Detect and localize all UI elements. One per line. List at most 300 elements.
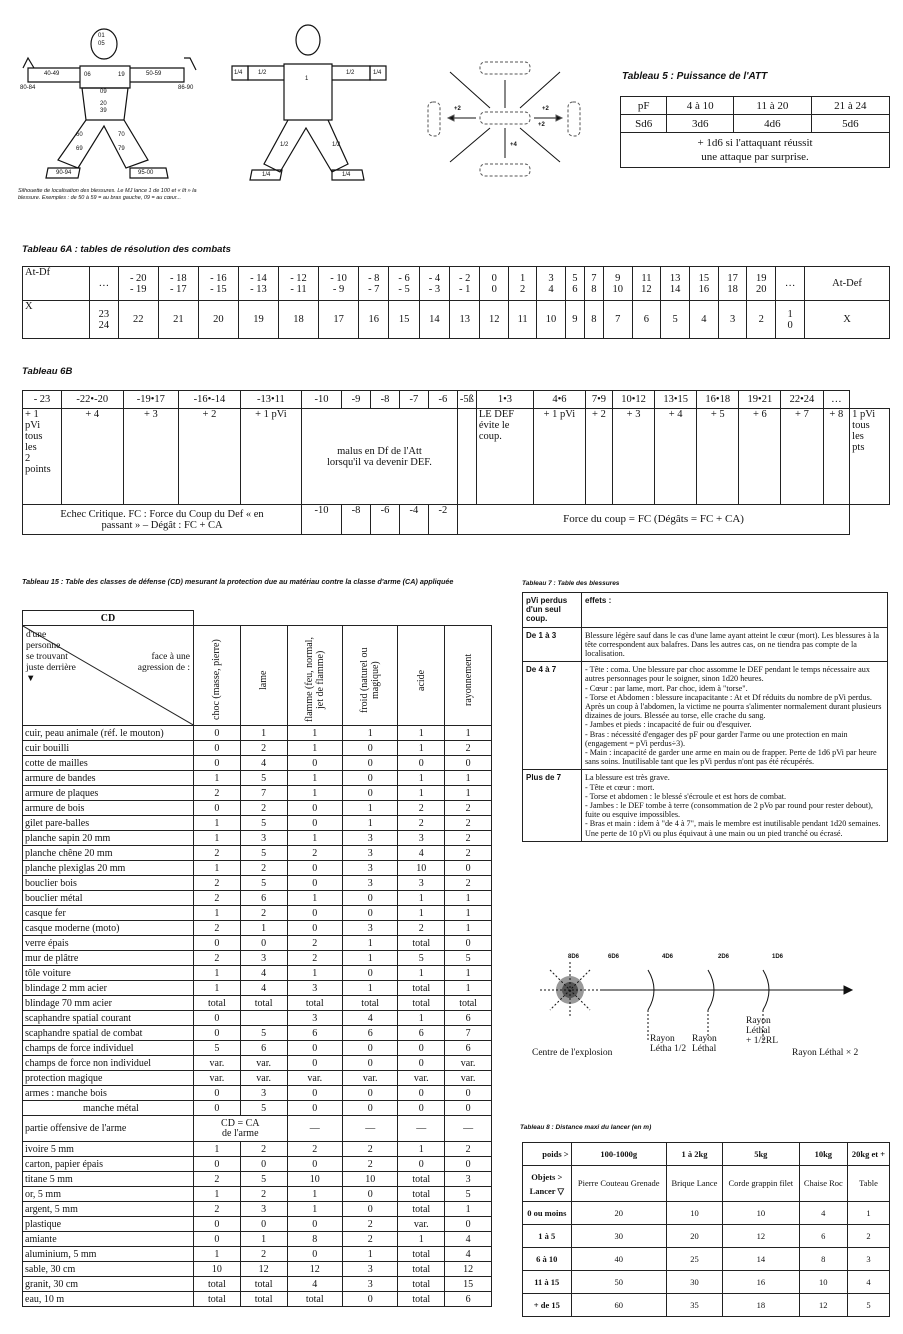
t15-value-cell: 3 (445, 1172, 492, 1187)
t15-value-cell: 0 (342, 1202, 397, 1217)
t15-value-cell: total (398, 981, 445, 996)
tableau7-table (522, 592, 888, 842)
t15-value-cell: 10 (194, 1262, 241, 1277)
table-row (23, 906, 492, 921)
t15-material-label: or, 5 mm (23, 1187, 194, 1202)
t15-value-cell: 1 (194, 1142, 241, 1157)
t15-corner-cell (23, 626, 194, 726)
t15-col-header: acide (415, 669, 427, 691)
t6a-value-cell: 23 24 (90, 301, 119, 339)
t15-value-cell: 2 (342, 1142, 397, 1157)
t6b-header-cell: 22•24 (781, 391, 823, 409)
t6b-header-cell: 4•6 (534, 391, 586, 409)
t8-distance-cell: 35 (666, 1294, 722, 1317)
t6b-bottom-cell: -4 (399, 505, 428, 535)
t15-material-label: armure de bois (23, 801, 194, 816)
t7-range-label: Plus de 7 (523, 770, 582, 841)
t15-value-cell: 2 (287, 951, 342, 966)
t7-range-label: De 4 à 7 (523, 662, 582, 770)
t6b-header-cell: 10•12 (613, 391, 655, 409)
t15-value-cell: 1 (342, 936, 397, 951)
t15-value-cell: 2 (445, 876, 492, 891)
t15-value-cell: 4 (398, 846, 445, 861)
tableau7-title: Tableau 7 : Table des blessures (522, 580, 620, 587)
table-row (23, 756, 492, 771)
table-row (23, 1056, 492, 1071)
tableau8-table (522, 1142, 890, 1317)
table-row (23, 816, 492, 831)
t7-effect-text: Blessure légère sauf dans le cas d'une lame ayant atteint le cœur (mort). Les blessures à la tête correspondent aux balafres. Dans les autres cas, on ne tiendra pas compte de la localisation. (582, 627, 888, 662)
t15-value-cell: var. (445, 1056, 492, 1071)
t15-value-cell: 2 (240, 1142, 287, 1157)
dice-label: 1D6 (772, 954, 784, 960)
t15-value-cell: total (398, 1187, 445, 1202)
t8-distance-cell: 20 (666, 1225, 722, 1248)
t6a-range-cell: 0 0 (480, 267, 509, 301)
t15-value-cell: total (287, 996, 342, 1011)
t8-distance-cell: 10 (666, 1202, 722, 1225)
t15-value-cell: var. (398, 1071, 445, 1086)
t15-value-cell: 10 (398, 861, 445, 876)
t15-value-cell: 0 (287, 1157, 342, 1172)
table-row (23, 1157, 492, 1172)
attack-direction-diagram (420, 52, 590, 182)
t15-value-cell: 0 (287, 801, 342, 816)
t15-value-cell: 7 (445, 1026, 492, 1041)
table-row (523, 1248, 890, 1271)
damage-fraction-silhouette (228, 24, 388, 184)
t15-value-cell: 0 (342, 1056, 397, 1071)
t15-value-cell: 0 (194, 801, 241, 816)
t15-value-cell: 1 (287, 891, 342, 906)
t8-distance-cell: 8 (799, 1248, 847, 1271)
t15-value-cell: 1 (240, 921, 287, 936)
t15-value-cell: 0 (194, 1086, 241, 1101)
t6a-value-cell: 20 (198, 301, 238, 339)
t6a-range-cell: … (90, 267, 119, 301)
table-row (523, 662, 888, 770)
t15-value-cell: 8 (287, 1232, 342, 1247)
t15-material-label: gilet pare-balles (23, 816, 194, 831)
t15-value-cell: 1 (398, 891, 445, 906)
t15-value-cell: 2 (194, 891, 241, 906)
t15-value-cell: 0 (194, 1101, 241, 1116)
tableau8-title: Tableau 8 : Distance maxi du lancer (en m) (520, 1124, 652, 1131)
t15-material-label: protection magique (23, 1071, 194, 1086)
t15-value-cell: 12 (445, 1262, 492, 1277)
t15-value-cell: 2 (194, 1172, 241, 1187)
table-row (23, 786, 492, 801)
t6b-header-cell: -8 (370, 391, 399, 409)
zone-hand-right: 80-84 (20, 85, 36, 91)
t6a-value-cell: 6 (632, 301, 661, 339)
table-row (23, 921, 492, 936)
table-row (523, 1202, 890, 1225)
down-triangle-icon: ▼ (26, 674, 36, 684)
t6a-range-cell: - 4 - 3 (419, 267, 449, 301)
t15-material-label: blindage 70 mm acier (23, 996, 194, 1011)
explosion-burst-icon (540, 962, 600, 1018)
t15-value-cell: 5 (240, 1101, 287, 1116)
table-row (23, 891, 492, 906)
t15-value-cell: 0 (342, 756, 397, 771)
explosion-diagram (520, 948, 890, 1063)
table-row (23, 1086, 492, 1101)
fraction-leg-right: 1/2 (280, 142, 289, 148)
t15-value-cell: 2 (194, 846, 241, 861)
t15-value-cell: 1 (194, 861, 241, 876)
t6a-value-cell: 5 (661, 301, 690, 339)
t6b-header-cell: … (823, 391, 850, 409)
t6a-range-cell: 17 18 (718, 267, 747, 301)
t15-material-label: titane 5 mm (23, 1172, 194, 1187)
t15-value-cell: 1 (445, 981, 492, 996)
t15-value-cell: 4 (240, 981, 287, 996)
t15-material-label: cuir bouilli (23, 741, 194, 756)
table-row (523, 627, 888, 662)
t15-value-cell: 5 (445, 951, 492, 966)
arrow-label-right: +2 (542, 106, 549, 112)
dice-label: 8D6 (568, 954, 580, 960)
t15-value-cell: 2 (194, 921, 241, 936)
t6b-malus-line1: malus en Df de l'Att (337, 445, 422, 457)
t5-note-line2: une attaque par surprise. (701, 151, 809, 163)
t15-value-cell: 1 (398, 1142, 445, 1157)
t15-value-cell: 2 (240, 1187, 287, 1202)
t8-distance-cell: 10 (723, 1202, 800, 1225)
zone-leg-right-top: 60 (76, 132, 83, 138)
t6b-header-cell: -13•11 (240, 391, 301, 409)
tableau6a-table (22, 266, 890, 339)
t15-value-cell: total (398, 936, 445, 951)
t15-value-cell: 2 (342, 1157, 397, 1172)
table-row (23, 801, 492, 816)
t6a-range-cell: 11 12 (632, 267, 661, 301)
t8-body (523, 1202, 890, 1317)
t15-value-cell: 0 (194, 726, 241, 741)
t15-value-cell: 5 (240, 846, 287, 861)
tableau6a-title: Tableau 6A : tables de résolution des combats (22, 244, 231, 255)
t8-distance-cell: 20 (571, 1202, 666, 1225)
t6b-header-cell: -5ß (457, 391, 476, 409)
t6a-range-cell: - 16 - 15 (198, 267, 238, 301)
t8-distance-cell: 4 (847, 1271, 889, 1294)
t15-value-cell: 1 (240, 726, 287, 741)
t15-cd-header: CD (23, 611, 194, 626)
arrow-label-left: +2 (454, 106, 461, 112)
t15-value-cell: 0 (240, 1157, 287, 1172)
t15-value-cell: 1 (287, 771, 342, 786)
t15-value-cell: 0 (287, 1056, 342, 1071)
t15-corner-right: face à une agression de : (137, 652, 190, 673)
table-row (23, 951, 492, 966)
fraction-hand-left: 1/4 (373, 70, 382, 76)
t15-value-cell: 10 (342, 1172, 397, 1187)
t6b-bottom-cell: -2 (428, 505, 457, 535)
t15-value-cell: 2 (445, 846, 492, 861)
t15-value-cell: total (398, 996, 445, 1011)
t15-value-cell: 0 (342, 1041, 397, 1056)
t8-distance-cell: 30 (666, 1271, 722, 1294)
t15-value-cell: 1 (398, 786, 445, 801)
t15-material-label: champs de force individuel (23, 1041, 194, 1056)
t15-value-cell: 1 (398, 966, 445, 981)
t15-value-cell: 3 (342, 921, 397, 936)
t15-value-cell: total (398, 1247, 445, 1262)
t15-value-cell: 0 (194, 1026, 241, 1041)
t8-lancer-label: 1 à 5 (523, 1225, 572, 1248)
t8-object-cell: Table (847, 1166, 889, 1202)
t8-distance-cell: 30 (571, 1225, 666, 1248)
t8-distance-cell: 3 (847, 1248, 889, 1271)
t15-value-cell: 1 (194, 831, 241, 846)
t15-value-cell: 1 (398, 906, 445, 921)
t6a-value-cell: 21 (158, 301, 198, 339)
t6b-evite-cell: LE DEF évite le coup. (476, 409, 533, 505)
t15-value-cell: total (398, 1202, 445, 1217)
t8-distance-cell: 6 (799, 1225, 847, 1248)
t15-value-cell: 1 (287, 966, 342, 981)
silhouette-caption: Silhouette de localisation des blessures. Le MJ lance 1 de 100 et « lit » la blessure. Exemples : de 50 à 59 = au bras gauche, 09 = au cœur... (18, 188, 197, 201)
t15-value-cell: total (398, 1292, 445, 1307)
t15-value-cell: 0 (287, 876, 342, 891)
table-row (23, 1217, 492, 1232)
table-row (23, 966, 492, 981)
t6b-header-cell: 7•9 (585, 391, 612, 409)
table-row (23, 1172, 492, 1187)
t15-value-cell: 2 (194, 1202, 241, 1217)
t15-value-cell: 0 (398, 1101, 445, 1116)
t6a-value-cell: 14 (419, 301, 449, 339)
zone-leg-left-top: 70 (118, 132, 125, 138)
t15-material-label: aluminium, 5 mm (23, 1247, 194, 1262)
table-row (23, 1292, 492, 1307)
t6a-value-cell: 1 0 (776, 301, 805, 339)
t15-value-cell: 0 (342, 741, 397, 756)
t15-material-label: granit, 30 cm (23, 1277, 194, 1292)
t15-body-materials-2 (23, 1142, 492, 1307)
explosion-radius-lethal-plus: Rayon Léthal + 1/2RL (746, 1016, 779, 1046)
t15-value-cell: var. (398, 1217, 445, 1232)
t6a-row-label-right: X (805, 301, 890, 339)
t15-value-cell: 0 (398, 1041, 445, 1056)
t8-weight-cell: 20kg et + (847, 1143, 889, 1166)
fraction-foot-right: 1/4 (262, 172, 271, 178)
t15-value-cell: 1 (287, 786, 342, 801)
table-row (23, 1011, 492, 1026)
t15-material-label: planche sapin 20 mm (23, 831, 194, 846)
t15-value-cell: total (194, 1277, 241, 1292)
t8-weight-cell: 10kg (799, 1143, 847, 1166)
tableau5-title: Tableau 5 : Puissance de l'ATT (622, 71, 768, 82)
t15-value-cell: 1 (194, 966, 241, 981)
t15-value-cell: 0 (240, 1217, 287, 1232)
t15-value-cell: 0 (445, 861, 492, 876)
t15-value-cell: 1 (342, 816, 397, 831)
t6a-value-cell: 13 (450, 301, 480, 339)
t5-cell: 3d6 (667, 115, 734, 133)
t6b-value-cell: + 7 (781, 409, 823, 505)
t15-value-cell: 2 (342, 1217, 397, 1232)
table-row (523, 770, 888, 841)
t15-value-cell: 0 (194, 1157, 241, 1172)
tableau6b-title: Tableau 6B (22, 366, 73, 377)
t15-value-cell: 5 (240, 1026, 287, 1041)
t15-value-cell: 4 (445, 1232, 492, 1247)
t15-value-cell: total (287, 1292, 342, 1307)
table-row (23, 1142, 492, 1157)
zone-abdomen-top: 20 (100, 101, 107, 107)
t15-value-cell: 1 (287, 1187, 342, 1202)
t15-value-cell: 1 (194, 1247, 241, 1262)
t7-header-left: pVi perdus d'un seul coup. (523, 593, 582, 628)
t6b-force-cell: Force du coup = FC (Dégâts = FC + CA) (457, 505, 849, 535)
t6a-range-cell: - 12 - 11 (278, 267, 318, 301)
t7-effect-text: La blessure est très grave. - Tête et cœur : mort. - Torse et abdomen : le blessé s'écroule et est hors de combat. - Jambes : le DEF tombe à terre (consommation de 2 pVo par round pour rester debout), fuite ou esquive impossibles. - Bras et main : idem à "de 4 à 7", mais le membre est inutilisable pendant 1d20 semaines. Une perte de 10 pVi ou plus équivaut à une main ou un pied tranché ou écrasé. (582, 770, 888, 841)
t8-weight-cell: 5kg (723, 1143, 800, 1166)
t15-value-cell: 5 (194, 1041, 241, 1056)
t15-value-cell: 1 (398, 741, 445, 756)
t15-value-cell: total (445, 996, 492, 1011)
t15-value-cell: 1 (287, 741, 342, 756)
t6a-value-cell: 10 (537, 301, 566, 339)
t15-value-cell: 0 (342, 771, 397, 786)
t8-lancer-label: 0 ou moins (523, 1202, 572, 1225)
t6b-header-cell: - 23 (23, 391, 62, 409)
t15-value-cell: 1 (342, 801, 397, 816)
t15-value-cell: 0 (287, 1101, 342, 1116)
t15-value-cell: 1 (287, 1202, 342, 1217)
table-row (523, 1271, 890, 1294)
t15-value-cell: 1 (445, 1202, 492, 1217)
table-row (23, 936, 492, 951)
t6a-value-cell: 3 (718, 301, 747, 339)
t6b-header-cell: 16•18 (697, 391, 739, 409)
t15-value-cell: 1 (342, 726, 397, 741)
t5-header-cell: pF (621, 97, 667, 115)
t15-value-cell: 0 (398, 1086, 445, 1101)
t15-material-label: tôle voiture (23, 966, 194, 981)
t6a-range-cell: - 20 - 19 (118, 267, 158, 301)
t15-value-cell: 7 (240, 786, 287, 801)
t15-value-cell: 3 (342, 876, 397, 891)
table-row (23, 1247, 492, 1262)
t15-offensive-cd: CD = CA de l'arme (194, 1116, 288, 1142)
t15-value-cell: 2 (445, 1142, 492, 1157)
t15-material-label: manche métal (23, 1101, 194, 1116)
t8-object-cell: Corde grappin filet (723, 1166, 800, 1202)
t8-object-cell: Chaise Roc (799, 1166, 847, 1202)
t6a-range-cell: - 6 - 5 (389, 267, 419, 301)
t6a-range-cell: 13 14 (661, 267, 690, 301)
table-row (23, 1202, 492, 1217)
t8-weight-cell: 1 à 2kg (666, 1143, 722, 1166)
t15-offensive-dash: — (398, 1116, 445, 1142)
t15-value-cell: 4 (240, 756, 287, 771)
t15-value-cell: 0 (342, 786, 397, 801)
t6a-range-cell: 19 20 (747, 267, 776, 301)
t15-value-cell: 4 (445, 1247, 492, 1262)
t15-value-cell: 0 (342, 1187, 397, 1202)
t6a-range-cell: 1 2 (509, 267, 537, 301)
t6b-header-cell: -7 (399, 391, 428, 409)
tableau6b-table (22, 390, 890, 535)
t15-value-cell: 6 (240, 891, 287, 906)
t6a-value-cell: 22 (118, 301, 158, 339)
t15-value-cell: 3 (240, 1202, 287, 1217)
t6a-range-cell: - 2 - 1 (450, 267, 480, 301)
t15-value-cell: 3 (342, 1277, 397, 1292)
explosion-radius-lethal: Rayon Léthal (692, 1034, 717, 1054)
t15-value-cell: 0 (342, 966, 397, 981)
t15-value-cell: total (240, 1277, 287, 1292)
t15-value-cell: 6 (342, 1026, 397, 1041)
t15-value-cell: 1 (398, 726, 445, 741)
t6b-value-cell: + 8 (823, 409, 850, 505)
zone-abdomen-bottom: 39 (100, 108, 107, 114)
t15-material-label: bouclier métal (23, 891, 194, 906)
t15-value-cell: 6 (240, 1041, 287, 1056)
t6b-header-cell: -19•17 (123, 391, 179, 409)
t15-material-label: armes : manche bois (23, 1086, 194, 1101)
t8-distance-cell: 50 (571, 1271, 666, 1294)
zone-leg-right-bottom: 69 (76, 146, 83, 152)
t15-value-cell: 0 (194, 756, 241, 771)
table-row (23, 876, 492, 891)
t8-object-cell: Pierre Couteau Grenade (571, 1166, 666, 1202)
t5-header-cell: 4 à 10 (667, 97, 734, 115)
t15-value-cell: 2 (240, 861, 287, 876)
t15-value-cell: 0 (445, 1086, 492, 1101)
t6a-range-cell: 9 10 (603, 267, 632, 301)
t15-material-label: bouclier bois (23, 876, 194, 891)
t15-value-cell: 0 (342, 1086, 397, 1101)
t15-material-label: carton, papier épais (23, 1157, 194, 1172)
table-row (23, 846, 492, 861)
t15-value-cell: 1 (398, 771, 445, 786)
t15-value-cell: total (342, 996, 397, 1011)
t15-value-cell: 1 (445, 726, 492, 741)
t6b-value-cell: + 3 (123, 409, 179, 505)
t6b-header-cell: 1•3 (476, 391, 533, 409)
t6a-range-cell: 5 6 (565, 267, 584, 301)
t15-value-cell: 0 (445, 1101, 492, 1116)
t15-value-cell: 3 (398, 876, 445, 891)
t15-value-cell: 2 (398, 801, 445, 816)
t15-value-cell: 1 (445, 906, 492, 921)
t15-col-header: choc (masse, pierre) (211, 639, 223, 721)
t6b-value-cell: + 4 (655, 409, 697, 505)
t15-value-cell: 0 (287, 816, 342, 831)
t7-body (523, 627, 888, 841)
t6b-first-cell: + 1 pVi tous les 2 points (23, 409, 62, 505)
t15-value-cell: 1 (194, 906, 241, 921)
t15-value-cell: 2 (240, 741, 287, 756)
table-row (23, 1277, 492, 1292)
table-row (23, 861, 492, 876)
t15-value-cell: 0 (287, 1041, 342, 1056)
t6a-head-label-right: At-Def (805, 267, 890, 301)
t15-value-cell: 0 (287, 1247, 342, 1262)
t15-value-cell: 6 (398, 1026, 445, 1041)
t6b-value-cell: + 1 pVi (240, 409, 301, 505)
t15-value-cell: 0 (287, 861, 342, 876)
t8-distance-cell: 14 (723, 1248, 800, 1271)
fraction-torse: 1 (305, 76, 309, 82)
t15-value-cell: 1 (445, 966, 492, 981)
t6a-range-cell: 7 8 (584, 267, 603, 301)
t15-value-cell: 1 (287, 726, 342, 741)
